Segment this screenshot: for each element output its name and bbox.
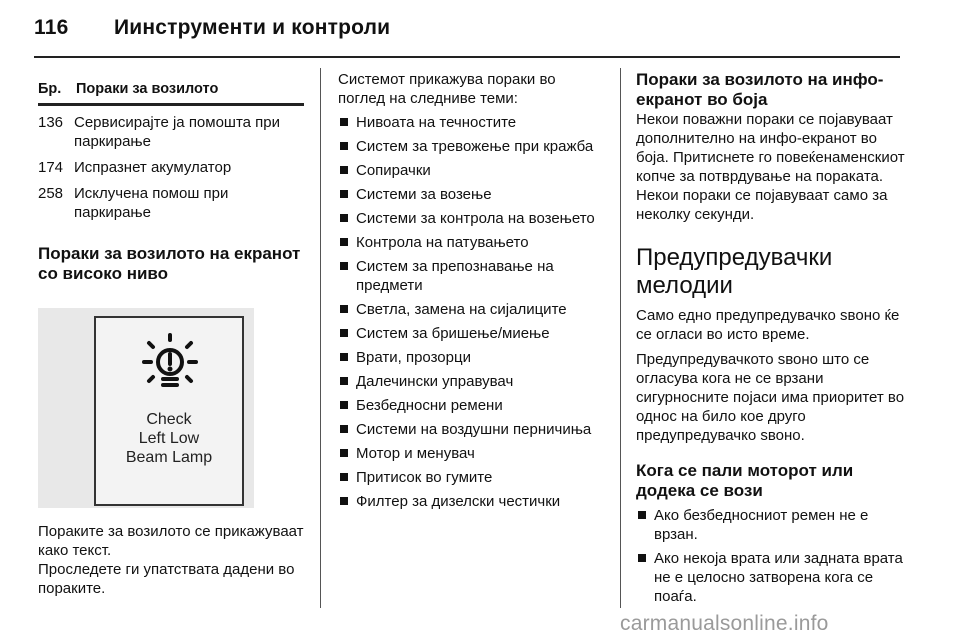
watermark: carmanualsonline.info [620,612,829,635]
column-divider-2 [620,68,621,608]
table-row-text: Исклучена помош при паркирање [74,185,229,221]
topics-intro: Системот прикажува пораки во поглед на следниве теми: [338,71,556,107]
display-line-2: Left Low [138,430,200,447]
list-item: Притисок во гумите [338,468,598,487]
list-item: Сопирачки [338,161,598,180]
display-line-1: Check [146,411,192,428]
list-item: Нивоата на течностите [338,113,598,132]
chimes-paragraph-2: Предупредувачкото ѕвоно што се огласува кога не се врзани сигурносните појаси има приоритет во однос на било кое друго предупредувачко ѕвоно. [636,351,905,444]
section-title-engine-running: Кога се пали моторот или додека се вози [636,461,854,500]
list-item: Систем за тревожење при кражба [338,137,598,156]
list-item: Ако безбедносниот ремен не е врзан. [636,506,910,544]
list-item: Систем за бришење/миење [338,324,598,343]
engine-conditions-list [636,506,910,606]
table-row [38,184,304,222]
list-item: Системи за контрола на возењето [338,209,598,228]
message-table-header [38,80,304,106]
header-rule [34,56,900,58]
table-row [38,158,304,177]
color-display-text: Некои поважни пораки се појавуваат дополнително на инфо-екранот во боја. Притиснете го повеќенаменскиот копче за потврдување на пораката. Некои пораки се појавуваат само за неколку секунди. [636,111,905,223]
chapter-title: Иинструменти и контроли [114,16,391,39]
list-item: Контрола на патувањето [338,233,598,252]
list-item: Филтер за дизелски честички [338,492,598,511]
display-panel [94,316,244,506]
list-item: Системи за возење [338,185,598,204]
column-divider-1 [320,68,321,608]
table-row-number: 136 [38,114,64,131]
list-item: Далечински управувач [338,372,598,391]
list-item: Ако некоја врата или задната врата не е целосно затворена кога се поаѓа. [636,549,910,606]
list-item: Безбедносни ремени [338,396,598,415]
column-2 [338,70,598,511]
table-row [38,113,304,151]
paragraph-follow-instructions: Проследете ги упатствата дадени во пораките. [38,561,295,597]
page-number: 116 [34,16,69,39]
section-title-high-level: Пораки за возилото на екранот со високо ниво [38,244,301,283]
topics-list [338,113,598,511]
column-3 [636,70,910,606]
list-item: Светла, замена на сијалиците [338,300,598,319]
list-item: Врати, прозорци [338,348,598,367]
section-title-warning-chimes: Предупредувачки мелодии [636,244,833,299]
table-head-number: Бр. [38,81,62,97]
paragraph-text-messages: Пораките за возилото се прикажуваат како текст. [38,523,304,559]
list-item: Системи на воздушни перничиња [338,420,598,439]
table-row-text: Сервисирајте ја помошта при паркирање [74,114,281,150]
exterior-light-warning-icon [139,332,201,396]
display-line-3: Beam Lamp [125,449,213,466]
page-header [34,16,390,40]
table-row-number: 258 [38,185,64,202]
display-message [96,410,242,467]
table-row-number: 174 [38,159,64,176]
table-head-title: Пораки за возилото [76,81,219,97]
message-display-image [38,308,254,508]
column-1 [38,70,304,598]
list-item: Систем за препознавање на предмети [338,257,598,295]
section-title-color-display: Пораки за возилото на инфо-екранот во боја [636,70,884,109]
chimes-paragraph-1: Само едно предупредувачко ѕвоно ќе се огласи во исто време. [636,307,900,343]
table-row-text: Испразнет акумулатор [74,159,232,176]
list-item: Мотор и менувач [338,444,598,463]
